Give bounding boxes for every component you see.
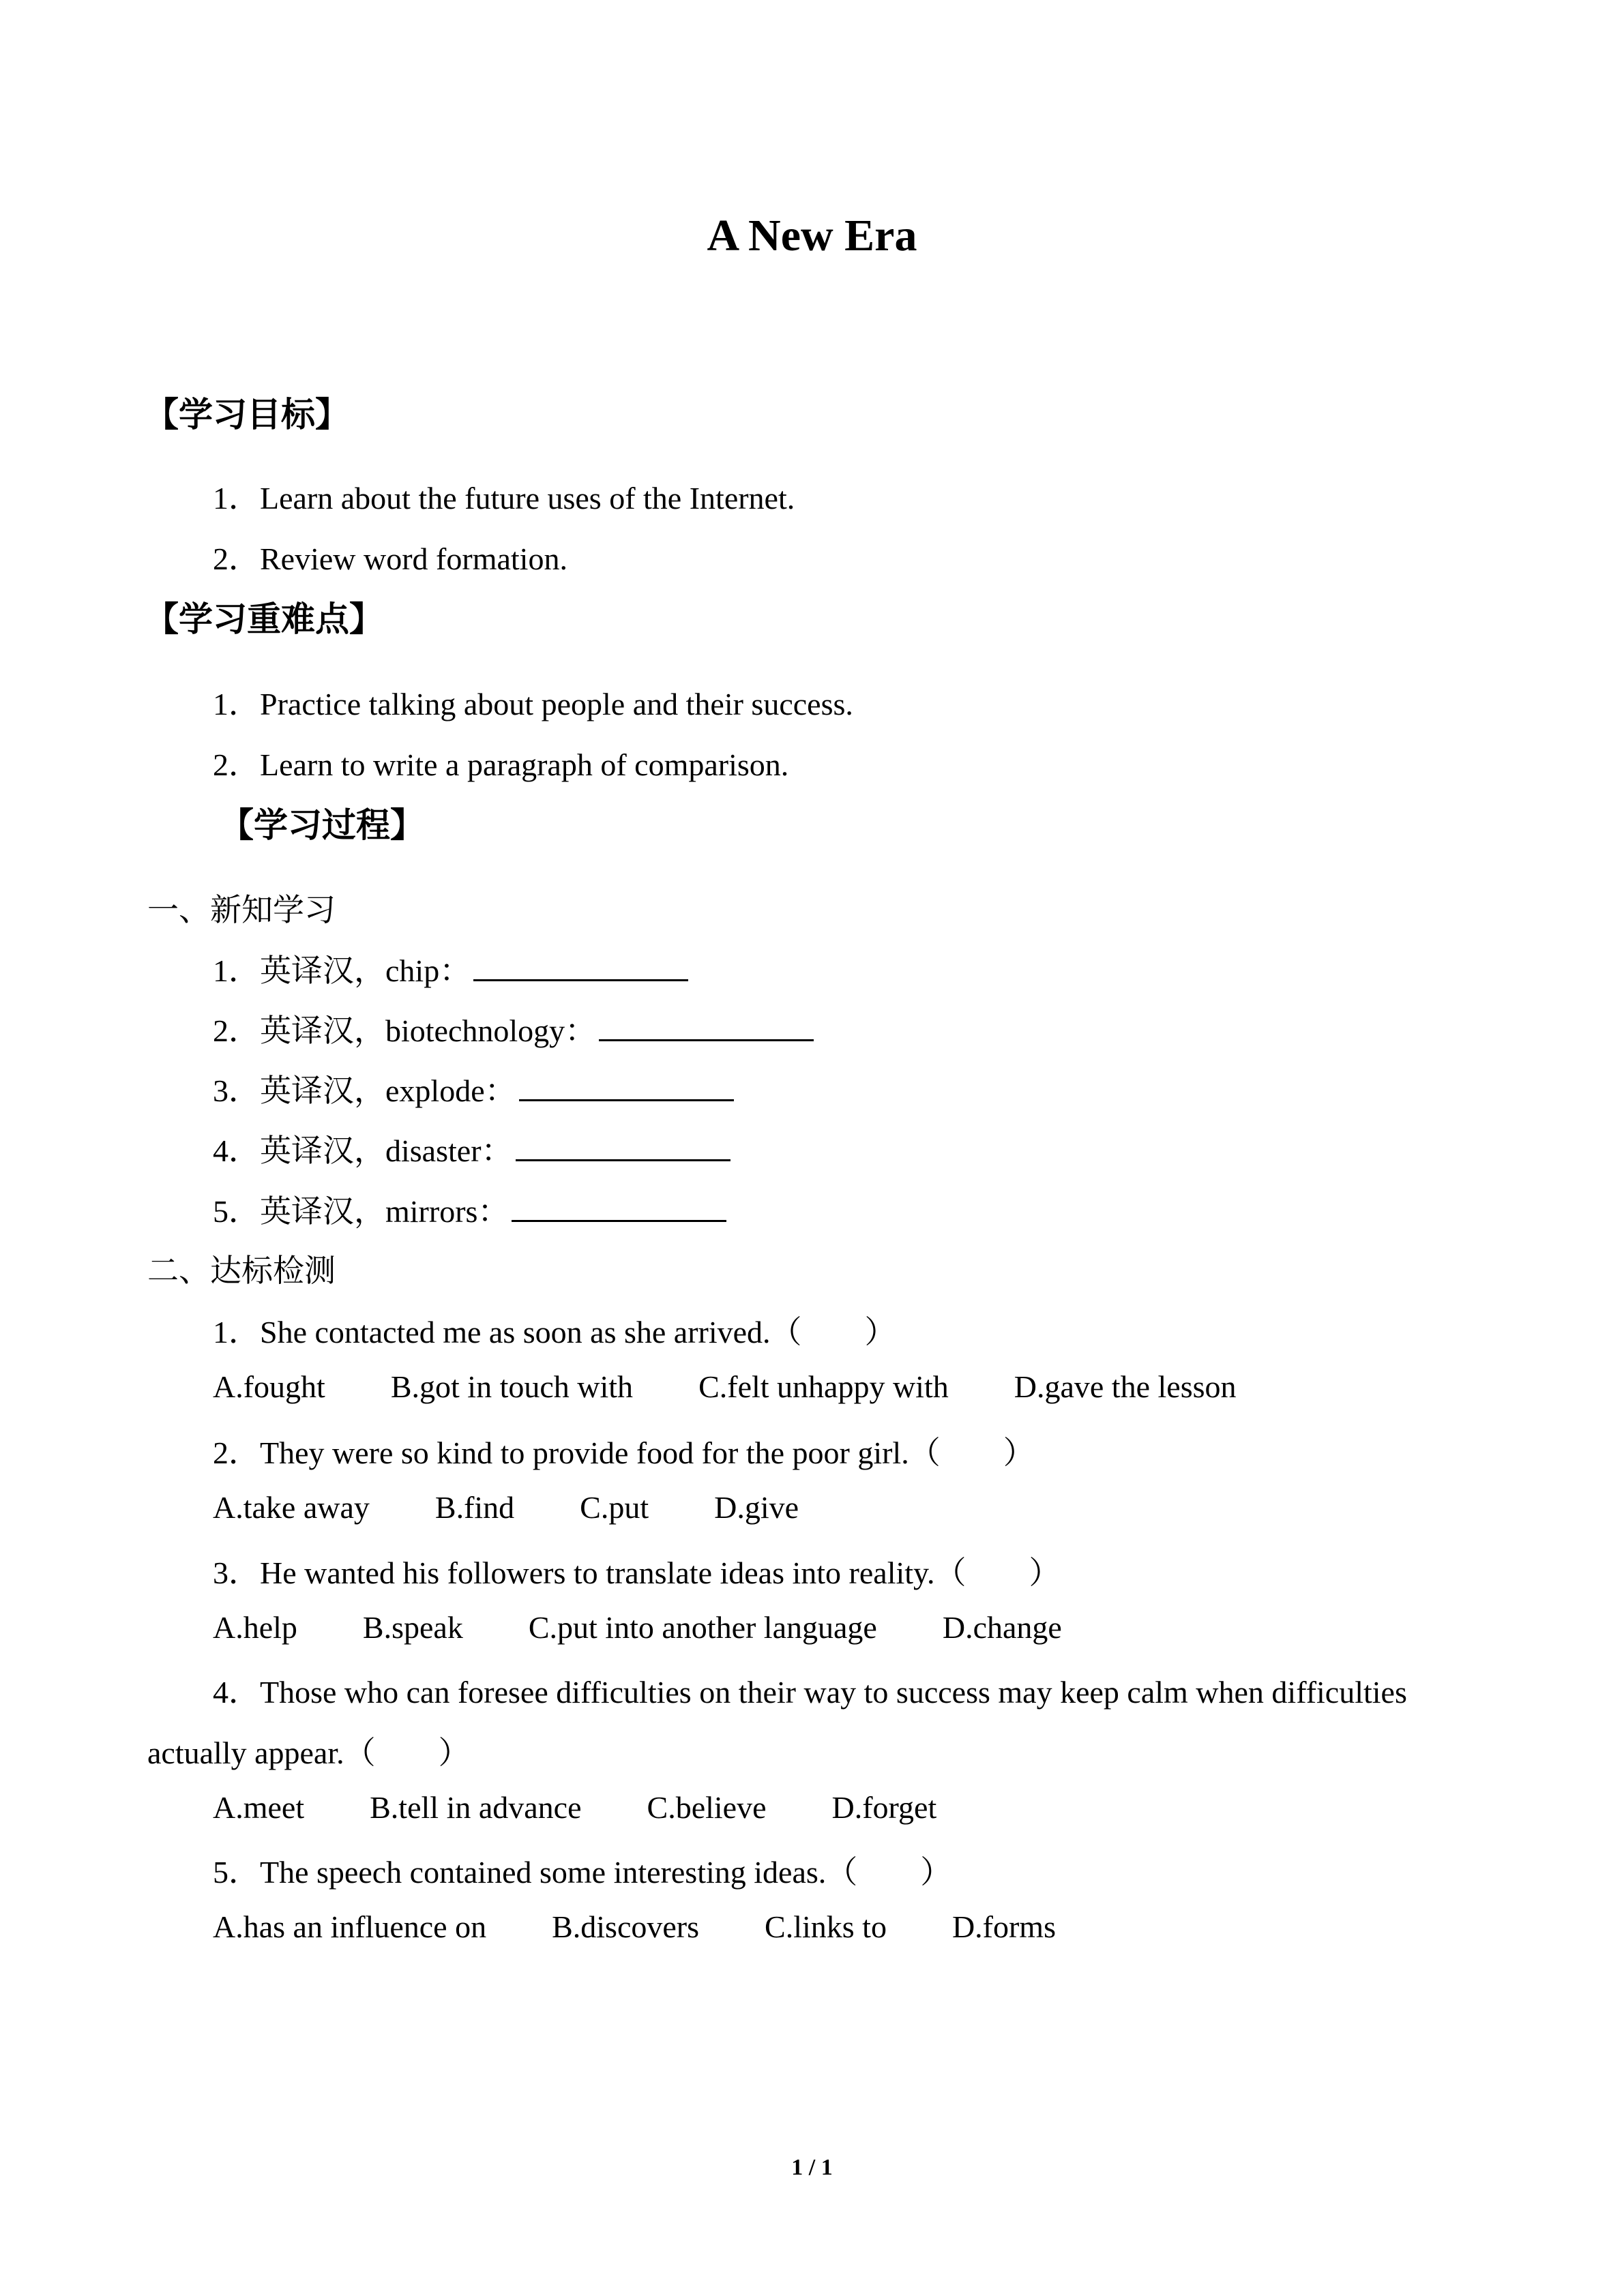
item-text: 英译汉，biotechnology： xyxy=(260,1013,597,1048)
option-b[interactable]: B.speak xyxy=(362,1610,463,1645)
option-c[interactable]: C.links to xyxy=(765,1909,887,1944)
item-number: 2． xyxy=(213,1013,260,1048)
vocab-item xyxy=(213,1126,730,1171)
question-number: 2． xyxy=(213,1435,260,1470)
item-text: 英译汉，disaster： xyxy=(260,1133,513,1168)
option-b[interactable]: B.discovers xyxy=(552,1909,700,1944)
answer-blank[interactable] xyxy=(473,951,688,981)
vocab-item xyxy=(213,1187,726,1232)
question-stem xyxy=(213,1667,1407,1712)
item-number: 2． xyxy=(213,541,260,576)
item-number: 5． xyxy=(213,1194,260,1229)
option-c[interactable]: C.felt unhappy with xyxy=(698,1369,949,1404)
question-text: She contacted me as soon as she arrived.（ ） xyxy=(260,1315,896,1350)
option-d[interactable]: D.forms xyxy=(951,1909,1056,1944)
objectives-heading: 【学习目标】 xyxy=(145,395,349,434)
page-title: A New Era xyxy=(707,211,917,260)
question-text: Those who can foresee difficulties on their way to success may keep calm when difficulties xyxy=(260,1675,1407,1710)
options-row xyxy=(213,1909,1056,1945)
item-text: Learn to write a paragraph of comparison. xyxy=(260,747,789,782)
question-stem-continued: actually appear.（ ） xyxy=(147,1735,470,1770)
option-c[interactable]: C.put into another language xyxy=(528,1610,877,1645)
question-number: 1． xyxy=(213,1315,260,1350)
key-points-heading: 【学习重难点】 xyxy=(145,599,383,639)
option-a[interactable]: A.help xyxy=(213,1610,297,1645)
item-text: Learn about the future uses of the Internet. xyxy=(260,481,795,516)
item-number: 3． xyxy=(213,1073,260,1108)
item-number: 4． xyxy=(213,1133,260,1168)
question-number: 5． xyxy=(213,1855,260,1890)
option-a[interactable]: A.fought xyxy=(213,1369,325,1404)
item-number: 1． xyxy=(213,687,260,721)
vocab-item xyxy=(213,1066,734,1111)
item-text: Practice talking about people and their success. xyxy=(260,687,853,721)
option-b[interactable]: B.tell in advance xyxy=(370,1790,582,1825)
question-stem xyxy=(213,1428,1035,1473)
item-number: 1． xyxy=(213,481,260,516)
page-number: 1 / 1 xyxy=(791,2155,833,2180)
item-text: Review word formation. xyxy=(260,541,567,576)
vocab-item xyxy=(213,946,688,991)
question-stem xyxy=(213,1548,1061,1593)
question-stem xyxy=(213,1307,896,1352)
item-text: 英译汉，explode： xyxy=(260,1073,516,1108)
option-d[interactable]: D.forget xyxy=(831,1790,937,1825)
question-number: 3． xyxy=(213,1555,260,1590)
objective-item xyxy=(213,473,795,518)
option-a[interactable]: A.has an influence on xyxy=(213,1909,487,1944)
answer-blank[interactable] xyxy=(599,1011,814,1041)
item-text: 英译汉，chip： xyxy=(260,953,471,988)
option-b[interactable]: B.find xyxy=(434,1490,515,1525)
item-number: 2． xyxy=(213,747,260,782)
question-text: He wanted his followers to translate ideas into reality.（ ） xyxy=(260,1555,1061,1590)
options-row xyxy=(213,1369,1237,1405)
option-d[interactable]: D.give xyxy=(714,1490,799,1525)
answer-blank[interactable] xyxy=(519,1071,734,1101)
option-d[interactable]: D.gave the lesson xyxy=(1014,1369,1237,1404)
options-row xyxy=(213,1789,936,1825)
question-text: The speech contained some interesting ideas.（ ） xyxy=(260,1855,952,1890)
key-point-item xyxy=(213,679,853,724)
options-row xyxy=(213,1489,799,1525)
section1-heading: 一、新知学习 xyxy=(147,893,336,927)
answer-blank[interactable] xyxy=(512,1191,726,1222)
options-row xyxy=(213,1609,1062,1645)
question-stem xyxy=(213,1847,951,1892)
answer-blank[interactable] xyxy=(516,1131,730,1161)
option-a[interactable]: A.meet xyxy=(213,1790,305,1825)
question-number: 4． xyxy=(213,1675,260,1710)
option-c[interactable]: C.put xyxy=(580,1490,649,1525)
question-text: They were so kind to provide food for the poor girl.（ ） xyxy=(260,1435,1035,1470)
option-c[interactable]: C.believe xyxy=(647,1790,767,1825)
item-number: 1． xyxy=(213,953,260,988)
option-a[interactable]: A.take away xyxy=(213,1490,370,1525)
process-heading: 【学习过程】 xyxy=(220,805,424,845)
option-d[interactable]: D.change xyxy=(942,1610,1062,1645)
item-text: 英译汉，mirrors： xyxy=(260,1194,510,1229)
section2-heading: 二、达标检测 xyxy=(147,1253,336,1288)
key-point-item xyxy=(213,740,788,785)
vocab-item xyxy=(213,1006,814,1051)
option-b[interactable]: B.got in touch with xyxy=(390,1369,634,1404)
objective-item xyxy=(213,534,567,579)
